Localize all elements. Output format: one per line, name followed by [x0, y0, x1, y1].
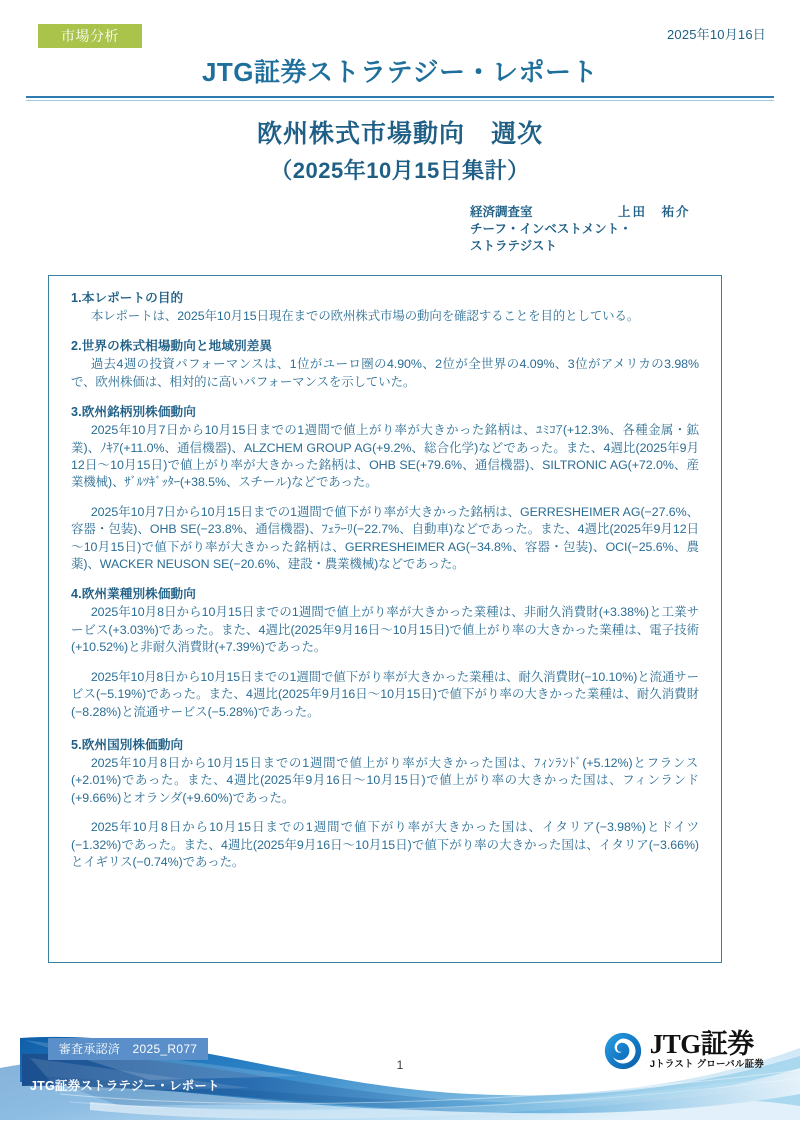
section-1-paragraph-1: 本レポートは、2025年10月15日現在までの欧州株式市場の動向を確認することを目的としている。: [90, 309, 640, 323]
byline-department: 経済調査室: [470, 205, 533, 219]
brand-texts: [650, 1030, 764, 1071]
section-5-paragraph-2: 2025年10月8日から10月15日までの1週間で値下がり率が大きかった国は、イタリア(−3.98%)とドイツ(−1.32%)であった。また、4週比(2025年9月16日～10月15日)で値下がり率の大きかった国は、イタリア(−3.66%)とイギリス(−0.74%)であった。: [71, 820, 699, 869]
section-3: [71, 404, 699, 573]
section-1: [71, 290, 699, 325]
approval-badge: 審査承認済 2025_R077: [48, 1038, 208, 1060]
section-5: [71, 737, 699, 871]
section-5-paragraph-1: 2025年10月8日から10月15日までの1週間で値上がり率が大きかった国は、ﾌｨﾝﾗﾝﾄﾞ(+5.12%)とフランス(+2.01%)であった。また、4週比(2025年9月16日～10月15日)で値上がり率の大きかった国は、フィンランド(+9.66%)とオランダ(+9.60%)であった。: [71, 755, 699, 805]
jtg-swirl-logo-icon: [603, 1031, 643, 1071]
byline-role-line1: チーフ・インベストメント・: [470, 222, 632, 236]
section-4-heading: 4.欧州業種別株価動向: [71, 587, 196, 602]
byline: [470, 204, 770, 255]
category-badge: 市場分析: [38, 24, 142, 48]
section-3-paragraph-2: 2025年10月7日から10月15日までの1週間で値下がり率が大きかった銘柄は、GERRESHEIMER AG(−27.6%、容器・包装)、OHB SE(−23.8%、通信機器)、ﾌｪﾗｰﾘ(−22.7%、自動車)などであった。また、4週比(2025年9月12日～10月15日)で値下がり率が大きかった銘柄は、GERRESHEIMER AG(−34.8%、容器・包装)、OCI(−25.6%、農薬)、WACKER NEUSON SE(−20.6%、建設・農業機械)などであった。: [71, 504, 699, 572]
page-footer: [0, 1010, 800, 1132]
section-1-heading: 1.本レポートの目的: [71, 291, 184, 305]
section-2-heading: 2.世界の株式相場動向と地域別差異: [71, 339, 273, 354]
byline-top-row: [470, 204, 770, 221]
brand-name: JTG証券: [649, 1029, 754, 1059]
byline-role-line2: ストラテジスト: [470, 239, 557, 253]
header-date: 2025年10月16日: [666, 27, 766, 42]
page-subtitle: （2025年10月15日集計）: [270, 158, 530, 183]
section-2: [71, 338, 699, 391]
byline-author: 上田 祐介: [618, 205, 691, 219]
section-4-paragraph-1: 2025年10月8日から10月15日までの1週間で値上がり率が大きかった業種は、非耐久消費財(+3.38%)と工業サービス(+3.03%)であった。また、4週比(2025年9月16日～10月15日)で値上がり率の大きかった業種は、電子技術(+10.52%)と非耐久消費財(+7.39%)であった。: [71, 605, 699, 655]
report-body-box: [48, 275, 722, 963]
footer-report-name: JTG証券ストラテジー・レポート: [30, 1079, 220, 1093]
section-4: [71, 586, 699, 720]
section-5-heading: 5.欧州国別株価動向: [71, 737, 184, 752]
section-3-heading: 3.欧州銘柄別株価動向: [71, 405, 196, 420]
header-divider: [26, 96, 774, 98]
brand-lockup: [603, 1030, 764, 1071]
section-2-paragraph-1: 過去4週の投資パフォーマンスは、1位がユーロ圏の4.90%、2位が全世界の4.09%、3位がアメリカの3.98%で、欧州株価は、相対的に高いパフォーマンスを示していた。: [71, 357, 699, 389]
page-title: 欧州株式市場動向 週次: [256, 120, 543, 148]
header-divider-secondary: [26, 100, 774, 101]
section-4-paragraph-2: 2025年10月8日から10月15日までの1週間で値下がり率が大きかった業種は、耐久消費財(−10.10%)と流通サービス(−5.19%)であった。また、4週比(2025年9月16日～10月15日)で値下がり率の大きかった業種は、耐久消費財(−8.28%)と流通サービス(−5.28%)であった。: [71, 669, 699, 719]
section-3-paragraph-1: 2025年10月7日から10月15日までの1週間で値上がり率が大きかった銘柄は、ﾕﾐｺｱ(+12.3%、各種金属・鉱業)、ﾉｷｱ(+11.0%、通信機器)、ALZCHEM GROUP AG(+9.2%、総合化学)などであった。また、4週比(2025年9月12日～10月15日)で値上がり率が大きかった銘柄は、OHB SE(+79.6%、通信機器)、SILTRONIC AG(+72.0%、産業機械)、ｻﾞﾙﾂｷﾞｯﾀｰ(+38.5%、スチール)などであった。: [71, 423, 699, 490]
page-number: 1: [396, 1058, 404, 1072]
brand-subtitle: Jトラスト グローバル証券: [649, 1059, 764, 1070]
report-series-title: JTG証券ストラテジー・レポート: [201, 57, 599, 87]
